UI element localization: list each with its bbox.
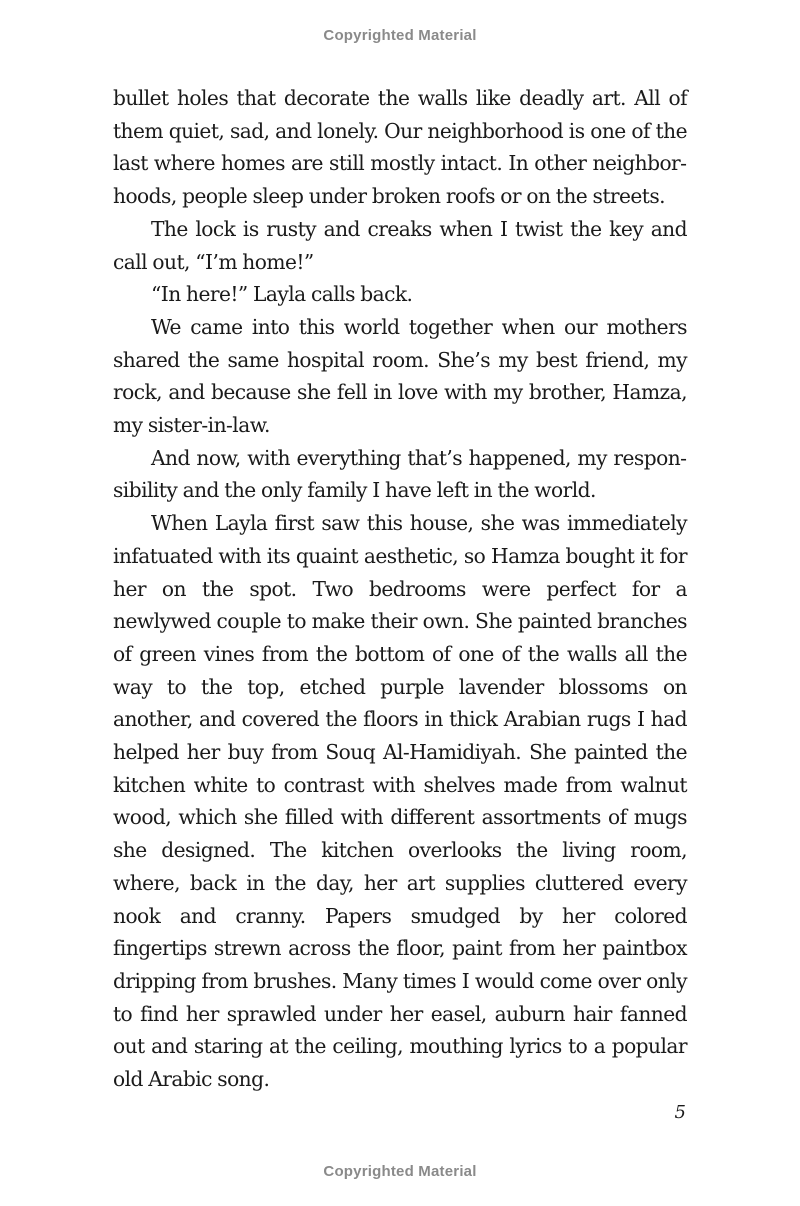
copyright-watermark-bottom: Copyrighted Material — [323, 1163, 477, 1180]
body-text — [113, 82, 687, 1096]
paragraph-5: And now, with everything that’s happened, my responsibility and the only family I have left in the world. — [113, 445, 687, 503]
copyright-watermark-top: Copyrighted Material — [323, 27, 477, 44]
paragraph-3: “In here!” Layla calls back. — [151, 282, 413, 307]
page-number: 5 — [674, 1102, 686, 1123]
paragraph-2: The lock is rusty and creaks when I twist the key and call out, “I’m home!” — [113, 216, 687, 274]
paragraph-1: bullet holes that decorate the walls like deadly art. All of them quiet, sad, and lonely. Our neighborhood is one of the last where homes are still mostly intact. In other neighborhoods, people sleep under broken roofs or on the streets. — [113, 86, 687, 209]
paragraph-4: We came into this world together when our mothers shared the same hospital room. She’s my best friend, my rock, and because she fell in love with my brother, Hamza, my sister-in-law. — [113, 314, 687, 438]
paragraph-6: When Layla first saw this house, she was immediately infatuated with its quaint aesthetic, so Hamza bought it for her on the spot. Two bedrooms were perfect for a newlywed couple to make their own. She painted branches of green vines from the bottom of one of the walls all the way to the top, etched purple lavender blossoms on another, and covered the floors in thick Arabian rugs I had helped her buy from Souq Al-Hamidiyah. She painted the kitchen white to contrast with shelves made from walnut wood, which she filled with different assortments of mugs she designed. The kitchen overlooks the living room, where, back in the day, her art supplies cluttered every nook and cranny. Papers smudged by her colored fingertips strewn across the floor, paint from her paintbox dripping from brushes. Many times I would come over only to find her sprawled under her easel, auburn hair fanned out and staring at the ceiling, mouthing lyrics to a popular old Arabic song. — [113, 511, 687, 1092]
